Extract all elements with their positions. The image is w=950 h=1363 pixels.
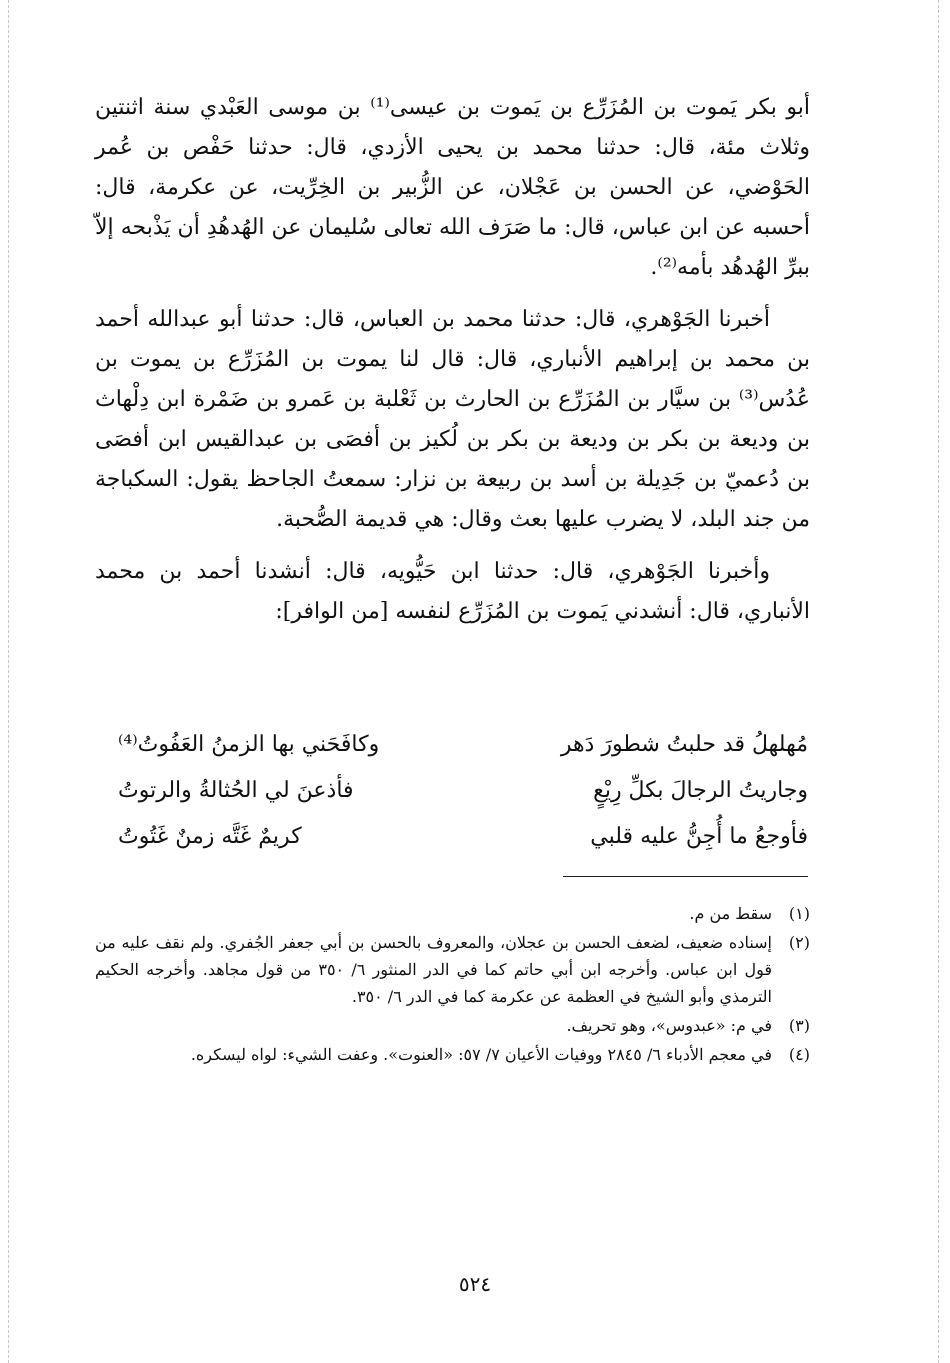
poem-line-2-first: وجاريتُ الرجالَ بكلِّ رِيْعٍ xyxy=(593,778,808,803)
footnote-number: (٣) xyxy=(788,1016,810,1035)
footnote-4 xyxy=(95,1041,810,1068)
footnote-1 xyxy=(95,900,810,927)
poem-line-1 xyxy=(118,722,808,768)
paragraph-2: أخبرنا الجَوْهري، قال: حدثنا محمد بن العباس، قال: حدثنا أبو عبدالله أحمد بن محمد بن إبراهيم الأنباري، قال: قال لنا يموت بن المُزَرِّع بن يموت بن عُدُس⁽³⁾ بن سيَّار بن المُزَرِّع بن الحارث بن ثَعْلبة بن عَمرو بن ضَمْرة ابن دِلْهاث بن وديعة بن بكر بن وديعة بن بكر بن لُكيز بن أفصَى بن عبدالقيس ابن أفصَى بن دُعميّ بن جَدِيلة بن أسد بن ربيعة بن نزار: سمعتُ الجاحظ يقول: السكباجة من جند البلد، لا يضرب عليها بعث وقال: هي قديمة الصُّحبة. xyxy=(95,307,810,532)
footnote-3 xyxy=(95,1012,810,1039)
paragraph-3: وأخبرنا الجَوْهري، قال: حدثنا ابن حَيُّويه، قال: أنشدنا أحمد بن محمد الأنباري، قال: أنشدني يَموت بن المُزَرِّع لنفسه [من الوافر]: xyxy=(95,559,810,624)
footnote-text: في معجم الأدباء ٦/ ٢٨٤٥ ووفيات الأعيان ٧/ ٥٧: «العنوت». وعفت الشيء: لواه ليسكره. xyxy=(190,1045,772,1064)
scan-edge-right xyxy=(938,0,939,1363)
footnote-number: (١) xyxy=(788,904,810,923)
footnote-number: (٤) xyxy=(788,1045,810,1064)
poem-line-1-first: مُهلهلُ قد حلبتُ شطورَ دَهر xyxy=(560,732,808,757)
poem-line-2 xyxy=(118,768,808,814)
main-text xyxy=(95,88,810,644)
paragraph-1: أبو بكر يَموت بن المُزَرِّع بن يَموت بن عيسى⁽¹⁾ بن موسى العَبْدي سنة اثنتين وثلاث مئة، قال: حدثنا محمد بن يحيى الأزدي، قال: حدثنا حَفْص بن عُمر الحَوْضي، عن الحسن بن عَجْلان، عن الزُّبير بن الخِرِّيت، عن عكرمة، قال: أحسبه عن ابن عباس، قال: ما صَرَف الله تعالى سُليمان عن الهُدهُدِ أن يَذْبحه إلاّ ببرِّ الهُدهُد بأمه⁽²⁾. xyxy=(95,95,810,280)
footnotes xyxy=(95,900,810,1070)
scan-edge-left xyxy=(8,0,9,1363)
footnote-text: في م: «عبدوس»، وهو تحريف. xyxy=(566,1016,772,1035)
page-number: ٥٢٤ xyxy=(458,1272,492,1296)
poem xyxy=(118,722,808,860)
footnote-number: (٢) xyxy=(788,933,810,952)
footnote-text: إسناده ضعيف، لضعف الحسن بن عجلان، والمعروف بالحسن بن أبي جعفر الجُفري. ولم نقف عليه من قول ابن عباس. وأخرجه ابن أبي حاتم كما في الدر المنثور ٦/ ٣٥٠ من قول مجاهد. وأخرجه الحكيم الترمذي وأبو الشيخ في العظمة عن عكرمة كما في الدر ٦/ ٣٥٠. xyxy=(95,933,773,1006)
poem-line-2-second: فأذعنَ لي الحُثالةُ والرتوتُ xyxy=(118,778,354,803)
footnote-2 xyxy=(95,929,810,1010)
footnote-text: سقط من م. xyxy=(689,904,772,923)
footnote-separator xyxy=(563,876,808,877)
poem-line-3-second: كريمٌ غَتَّه زمنٌ غَتُوتُ xyxy=(118,824,302,849)
poem-line-3-first: فأوجعُ ما أُجِنُّ عليه قلبي xyxy=(590,824,808,849)
poem-line-3 xyxy=(118,814,808,860)
poem-line-1-second: وكافَحَني بها الزمنُ العَفُوتُ⁽⁴⁾ xyxy=(118,732,380,757)
